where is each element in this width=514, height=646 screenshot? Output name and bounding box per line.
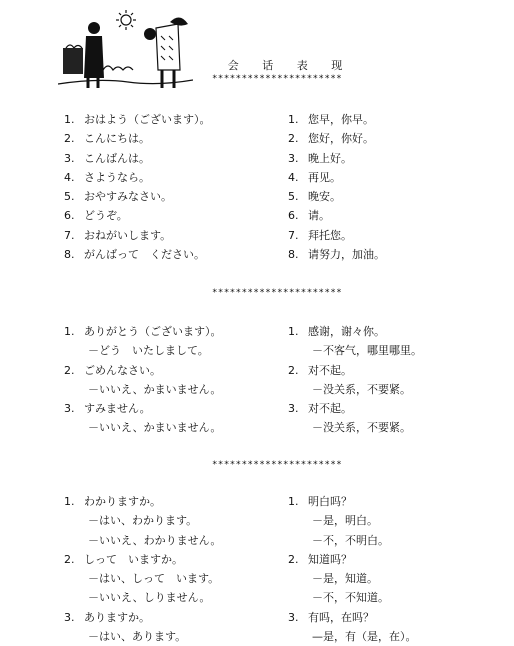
list-item: 8. がんばって ください。 8. 请努力，加油。	[64, 248, 385, 262]
list-item: 1. おはよう（ございます）。 1. 您早，你早。	[64, 113, 374, 126]
section-divider: **********************	[212, 288, 343, 298]
list-item: 3. すみません。 3. 对不起。	[64, 402, 352, 416]
list-item: 2. しって いますか。 2. 知道吗？	[64, 552, 352, 566]
list-item: 2. ごめんなさい。 2. 对不起。	[64, 363, 352, 377]
list-item: 2. こんにちは。 2. 您好，你好。	[64, 132, 374, 146]
page-title: 会 话 表 现	[227, 59, 353, 72]
list-item: 1. ありがとう（ございます）。 1. 感谢，谢々你。	[64, 325, 385, 338]
questions-section	[0, 492, 514, 646]
list-item-reply: －いいえ、わかりません。 －不，不明白。	[88, 533, 389, 547]
list-item-reply: －いいえ、しりません。 －不，不知道。	[88, 591, 389, 605]
list-item-reply: －どう いたしまして。 －不客气，哪里哪里。	[88, 344, 422, 358]
list-item: 3. こんばんは。 3. 晚上好。	[64, 151, 352, 165]
list-item: 5. おやすみなさい。 5. 晚安。	[64, 190, 341, 204]
list-item: 3. ありますか。 3. 有吗，在吗？	[64, 610, 374, 624]
greetings-section	[0, 110, 514, 264]
list-item: 7. おねがいします。 7. 拜托您。	[64, 228, 352, 242]
list-item-reply: －はい、あります。 —是，有（是，在）。	[88, 630, 417, 644]
section-divider: **********************	[212, 74, 343, 84]
section-divider: **********************	[212, 460, 343, 470]
list-item-reply: －いいえ、かまいません。 －没关系，不要紧。	[88, 382, 411, 396]
list-item: 6. どうぞ。 6. 请。	[64, 209, 330, 223]
list-item-reply: －いいえ、かまいません。 －没关系，不要紧。	[88, 421, 411, 435]
list-item-reply: －はい、わかります。 －是，明白。	[88, 514, 378, 528]
list-item: 4. さようなら。 4. 再见。	[64, 170, 341, 184]
list-item-reply: －はい、しって います。 －是，知道。	[88, 572, 378, 586]
list-item: 1. わかりますか。 1. 明白吗？	[64, 495, 352, 508]
thanks-apology-section	[0, 322, 514, 438]
greeting-illustration	[58, 8, 193, 90]
